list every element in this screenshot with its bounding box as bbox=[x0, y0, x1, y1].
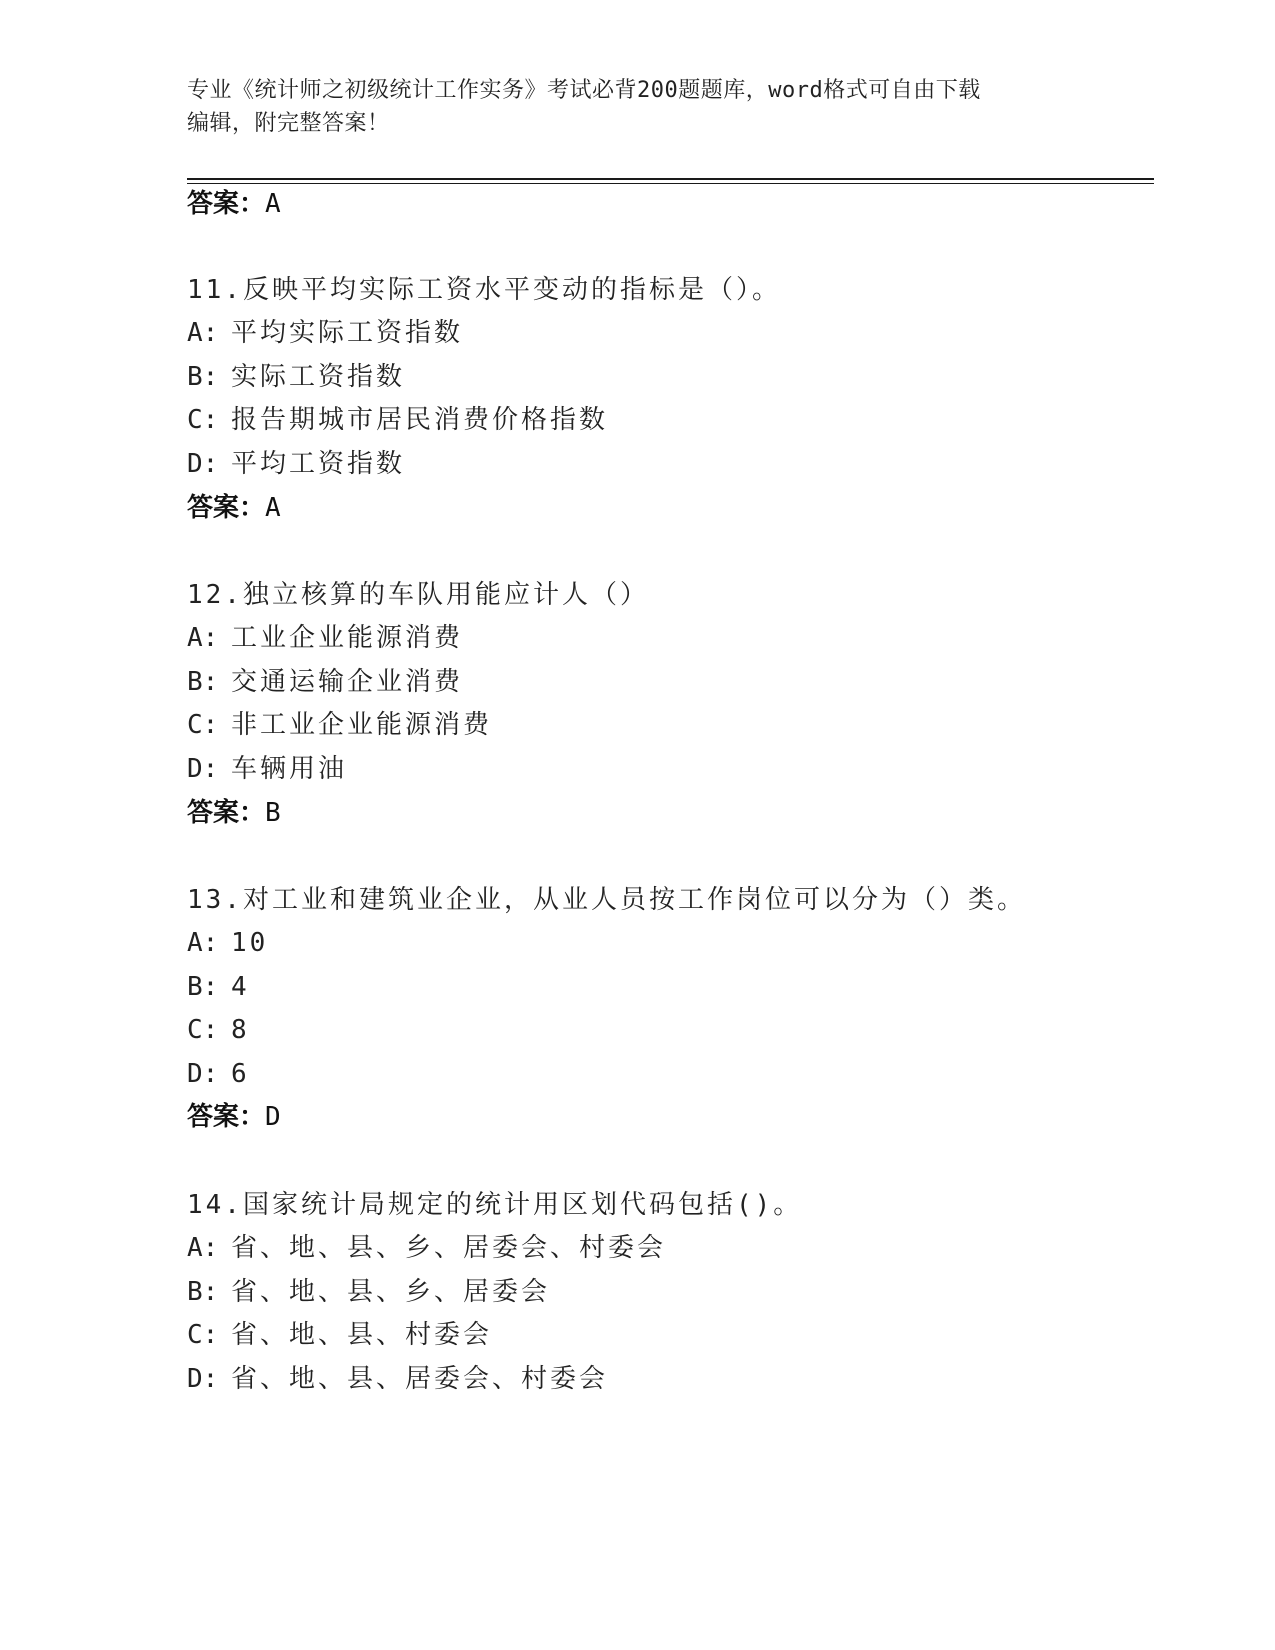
answer-value: A bbox=[265, 189, 281, 219]
question-14-option-d bbox=[187, 1362, 608, 1396]
question-13-option-c bbox=[187, 1013, 250, 1047]
option-letter: A: bbox=[187, 1233, 219, 1263]
option-text: 报告期城市居民消费价格指数 bbox=[231, 405, 609, 435]
document-header bbox=[187, 74, 1087, 140]
question-12-option-c bbox=[187, 708, 492, 742]
option-text: 车辆用油 bbox=[231, 754, 348, 784]
option-text: 省、地、县、乡、居委会、村委会 bbox=[231, 1233, 667, 1263]
question-11-option-b bbox=[187, 360, 405, 394]
option-text: 工业企业能源消费 bbox=[231, 623, 464, 653]
answer-label: 答案： bbox=[187, 189, 266, 219]
question-13-stem: 13.对工业和建筑业企业，从业人员按工作岗位可以分为（）类。 bbox=[187, 885, 1026, 915]
question-11-option-c bbox=[187, 403, 608, 437]
option-letter: D: bbox=[187, 1364, 219, 1394]
option-letter: B: bbox=[187, 972, 219, 1002]
option-letter: C: bbox=[187, 405, 219, 435]
header-line-1: 专业《统计师之初级统计工作实务》考试必背200题题库，word格式可自由下载 bbox=[187, 78, 981, 103]
question-13-option-b bbox=[187, 970, 250, 1004]
question-12-option-b bbox=[187, 665, 463, 699]
answer-q13 bbox=[187, 1100, 281, 1134]
answer-q11 bbox=[187, 491, 281, 525]
option-text: 6 bbox=[231, 1059, 250, 1089]
option-text: 4 bbox=[231, 972, 250, 1002]
option-text: 平均实际工资指数 bbox=[231, 318, 464, 348]
option-text: 交通运输企业消费 bbox=[231, 667, 464, 697]
option-text: 省、地、县、乡、居委会 bbox=[231, 1277, 551, 1307]
answer-label: 答案： bbox=[187, 493, 266, 523]
option-text: 10 bbox=[231, 928, 269, 958]
option-letter: B: bbox=[187, 667, 219, 697]
answer-value: D bbox=[265, 1102, 281, 1132]
option-text: 平均工资指数 bbox=[231, 449, 406, 479]
header-line-2: 编辑，附完整答案！ bbox=[187, 111, 390, 136]
answer-label: 答案： bbox=[187, 798, 266, 828]
option-letter: D: bbox=[187, 1059, 219, 1089]
option-text: 非工业企业能源消费 bbox=[231, 710, 493, 740]
question-14-option-b bbox=[187, 1275, 550, 1309]
option-letter: D: bbox=[187, 754, 219, 784]
question-13-option-a bbox=[187, 926, 268, 960]
option-letter: B: bbox=[187, 1277, 219, 1307]
answer-q12 bbox=[187, 796, 281, 830]
answer-label: 答案： bbox=[187, 1102, 266, 1132]
question-12-stem: 12.独立核算的车队用能应计人（） bbox=[187, 580, 649, 610]
header-divider-thin bbox=[187, 183, 1154, 184]
option-letter: A: bbox=[187, 318, 219, 348]
option-letter: C: bbox=[187, 1015, 219, 1045]
answer-q10 bbox=[187, 187, 281, 221]
option-letter: A: bbox=[187, 623, 219, 653]
option-letter: D: bbox=[187, 449, 219, 479]
answer-value: A bbox=[265, 493, 281, 523]
question-12-option-d bbox=[187, 752, 347, 786]
header-divider-thick bbox=[187, 178, 1154, 180]
question-14-stem: 14.国家统计局规定的统计用区划代码包括()。 bbox=[187, 1190, 803, 1220]
option-text: 省、地、县、居委会、村委会 bbox=[231, 1364, 609, 1394]
option-text: 省、地、县、村委会 bbox=[231, 1320, 493, 1350]
option-letter: C: bbox=[187, 710, 219, 740]
option-text: 实际工资指数 bbox=[231, 362, 406, 392]
option-letter: B: bbox=[187, 362, 219, 392]
option-letter: A: bbox=[187, 928, 219, 958]
question-14-option-a bbox=[187, 1231, 666, 1265]
option-text: 8 bbox=[231, 1015, 250, 1045]
question-11-option-d bbox=[187, 447, 405, 481]
option-letter: C: bbox=[187, 1320, 219, 1350]
question-12-option-a bbox=[187, 621, 463, 655]
question-11-stem: 11.反映平均实际工资水平变动的指标是（）。 bbox=[187, 275, 781, 305]
question-13-option-d bbox=[187, 1057, 250, 1091]
answer-value: B bbox=[265, 798, 281, 828]
question-11-option-a bbox=[187, 316, 463, 350]
question-14-option-c bbox=[187, 1318, 492, 1352]
